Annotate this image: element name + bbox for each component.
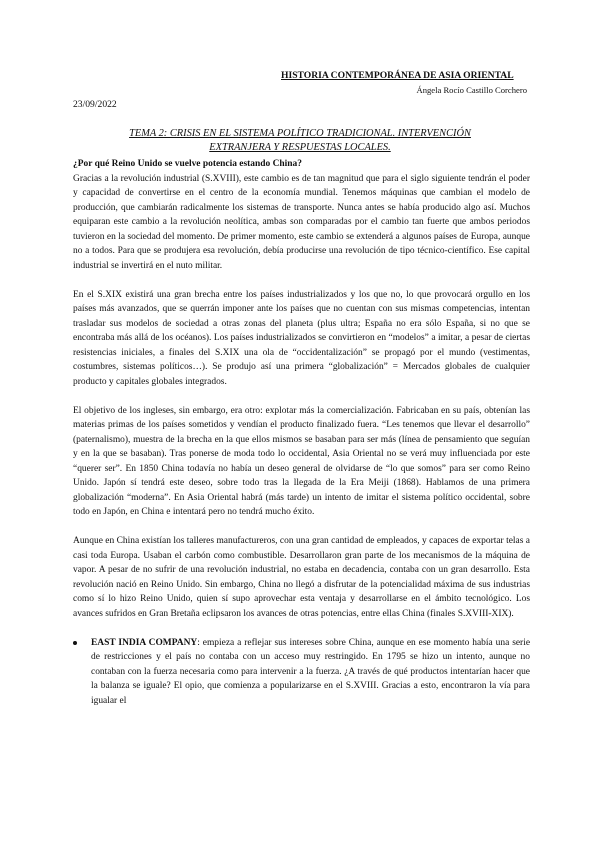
topic-title: [100, 127, 500, 155]
bullet-term: EAST INDIA COMPANY: [91, 637, 198, 648]
section-question: ¿Por qué Reino Unido se vuelve potencia estando China?: [73, 159, 302, 169]
document-date: 23/09/2022: [73, 99, 117, 110]
course-title: HISTORIA CONTEMPORÁNEA DE ASIA ORIENTAL: [281, 70, 514, 81]
author-name: Ángela Rocío Castillo Corchero: [416, 85, 527, 95]
document-body: [73, 157, 530, 708]
paragraph-2: En el S.XIX existirá una gran brecha entre los países industrializados y los que no, lo que provocará orgullo en los países más avanzados, que se querrán imponer ante los países que no cuentan con sus mismas competencias, intentan trasladar sus modelos de sociedad a otras zonas del planeta (plus ultra; España no era sólo España, si no que se encontraba más allá de los océanos). Los países industrializados se convirtieron en “modelos” a imitar, a pesar de ciertas resistencias iniciales, a finales del S.XIX una ola de “occidentalización” se propagó por el mundo (vestimentas, costumbres, sistemas políticos…). Se produjo así una primera “globalización” = Mercados globales de cualquier producto y capitales globales integrados.: [73, 289, 530, 387]
paragraph-4: Aunque en China existían los talleres manufactureros, con una gran cantidad de empleados, y capaces de exportar telas a casi toda Europa. Usaban el carbón como combustible. Desarrollaron gran parte de los mecanismos de la máquina de vapor. A pesar de no sufrir de una revolución industrial, no estaba en decadencia, contaba con un gran desarrollo. Esta revolución nació en Reino Unido. Sin embargo, China no llegó a disfrutar de la potencialidad máxima de sus industrias como sí lo hizo Reino Unido, quien sí supo aprovechar esta ventaja y desarrollarse en el ámbito tecnológico. Los avances sufridos en Gran Bretaña eclipsaron los avances de otras potencias, entre ellas China (finales S.XVIII-XIX).: [73, 536, 530, 619]
topic-title-line-1: TEMA 2: CRISIS EN EL SISTEMA POLÍTICO TRADICIONAL. INTERVENCIÓN: [129, 128, 471, 139]
topic-title-line-2: EXTRANJERA Y RESPUESTAS LOCALES.: [209, 142, 391, 153]
paragraph-3: El objetivo de los ingleses, sin embargo, era otro: explotar más la comercialización. Fabricaban en su país, obtenían las materias primas de los países sometidos y vendían el producto finalizado fuera. “Les tenemos que llevar el desarrollo” (paternalismo), muestra de la brecha en la que ellos mismos se basaban para ser más (línea de pensamiento que seguían y en la que se basaban). Tras ponerse de moda todo lo occidental, Asia Oriental no se verá muy influenciada por este “querer ser”. En 1850 China todavía no había un deseo general de olvidarse de “lo que somos” para ser como Reino Unido. Japón sí tendrá este deseo, sobre todo tras la llegada de la Era Meiji (1868). Hablamos de una primera globalización “moderna”. En Asia Oriental habrá (más tarde) un intento de imitar el sistema político occidental, sobre todo en Japón, en China e intentará pero no tendrá mucho éxito.: [73, 405, 530, 517]
bullet-item-east-india-company: [73, 636, 530, 709]
paragraph-1: Gracias a la revolución industrial (S.XVIII), este cambio es de tan magnitud que para el siglo siguiente tendrán el poder y capacidad de convertirse en el centro de la economía mundial. Tenemos máquinas que cambian el modelo de producción, que cambiarán radicalmente los sistemas de transporte. Nunca antes se había producido algo así. Muchos equiparan este cambio a la revolución neolítica, ambas son comparadas por el cambio tan fuerte que ambos periodos tuvieron en la sociedad del momento. De primer momento, este cambio se extenderá a algunos países de Europa, aunque no a todos. Para que se produjera esa revolución, debía producirse una revolución de tipo técnico-científico. Ese capital industrial se invertirá en el nuto militar.: [73, 173, 530, 271]
bullet-dot-icon: [73, 641, 77, 645]
bullet-text: : empieza a reflejar sus intereses sobre China, aunque en ese momento había una serie de restricciones y el país no contaba con un acceso muy restringido. En 1795 se hizo un intento, aunque no contaban con la fuerza necesaria como para intervenir a la fuerza. ¿A través de qué productos intentarían hacer que la balanza se iguale? El opio, que comienza a popularizarse en el S.XVIII. Gracias a esto, encontraron la vía para igualar el: [91, 637, 531, 706]
